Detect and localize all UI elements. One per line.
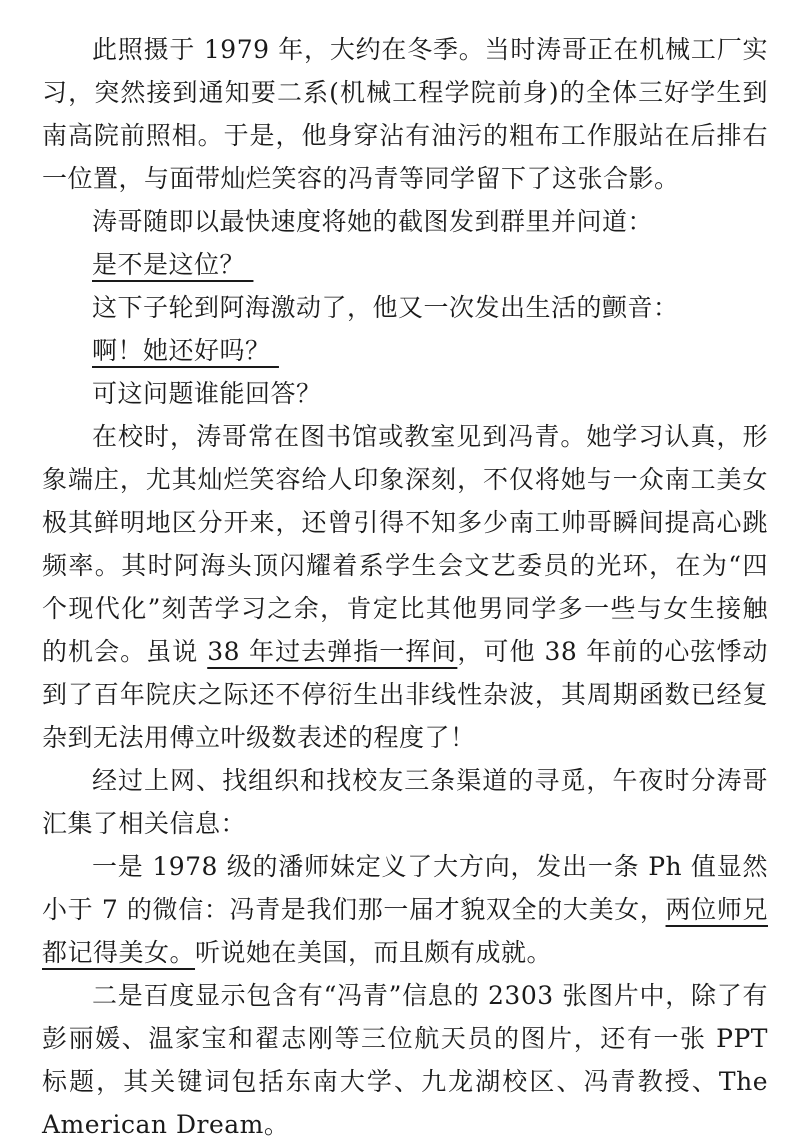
paragraph-10 [42,974,768,1146]
document-body [42,28,768,1146]
text-run: 经过上网、找组织和找校友三条渠道的寻觅，午夜时分涛哥汇集了相关信息： [42,766,768,838]
paragraph-4 [42,286,768,329]
text-run: 在校时，涛哥常在图书馆或教室见到冯青。她学习认真，形象端庄，尤其灿烂笑容给人印象深刻，不仅将她与一众南工美女极其鲜明地区分开来，还曾引得不知多少南工帅哥瞬间提高心跳频率。其时阿海头顶闪耀着系学生会文艺委员的光环，在为“四个现代化”刻苦学习之余，肯定比其他男同学多一些与女生接触的机会。虽说 [42,422,768,666]
text-run: 涛哥随即以最快速度将她的截图发到群里并问道： [92,207,654,236]
text-run: 听说她在美国，而且颇有成就。 [195,938,553,967]
text-run: 这下子轮到阿海激动了，他又一次发出生活的颤音： [92,293,679,322]
paragraph-7 [42,415,768,759]
paragraph-9 [42,845,768,974]
underlined-text: 是不是这位？ [92,250,254,279]
text-run: 二是百度显示包含有“冯青”信息的 2303 张图片中，除了有彭丽媛、温家宝和翟志刚等三位航天员的图片，还有一张 PPT 标题，其关键词包括东南大学、九龙湖校区、冯青教授、The American Dream。 [42,981,768,1139]
paragraph-3 [42,243,768,286]
text-run: 可这问题谁能回答？ [92,379,322,408]
paragraph-2 [42,200,768,243]
paragraph-6 [42,372,768,415]
underlined-text: 两位师兄都记得美女。 [42,895,768,967]
text-run: 此照摄于 1979 年，大约在冬季。当时涛哥正在机械工厂实习，突然接到通知要二系(机械工程学院前身)的全体三好学生到南高院前照相。于是，他身穿沾有油污的粗布工作服站在后排右一位置，与面带灿烂笑容的冯青等同学留下了这张合影。 [42,35,768,193]
text-run: 一是 1978 级的潘师妹定义了大方向，发出一条 Ph 值显然小于 7 的微信：冯青是我们那一届才貌双全的大美女， [42,852,768,924]
paragraph-8 [42,759,768,845]
text-run: ，可他 38 年前的心弦悸动到了百年院庆之际还不停衍生出非线性杂波，其周期函数已经复杂到无法用傅立叶级数表述的程度了！ [42,637,768,752]
underlined-text: 38 年过去弹指一挥间 [207,637,458,666]
paragraph-5 [42,329,768,372]
paragraph-1 [42,28,768,200]
underlined-text: 啊！她还好吗？ [92,336,279,365]
